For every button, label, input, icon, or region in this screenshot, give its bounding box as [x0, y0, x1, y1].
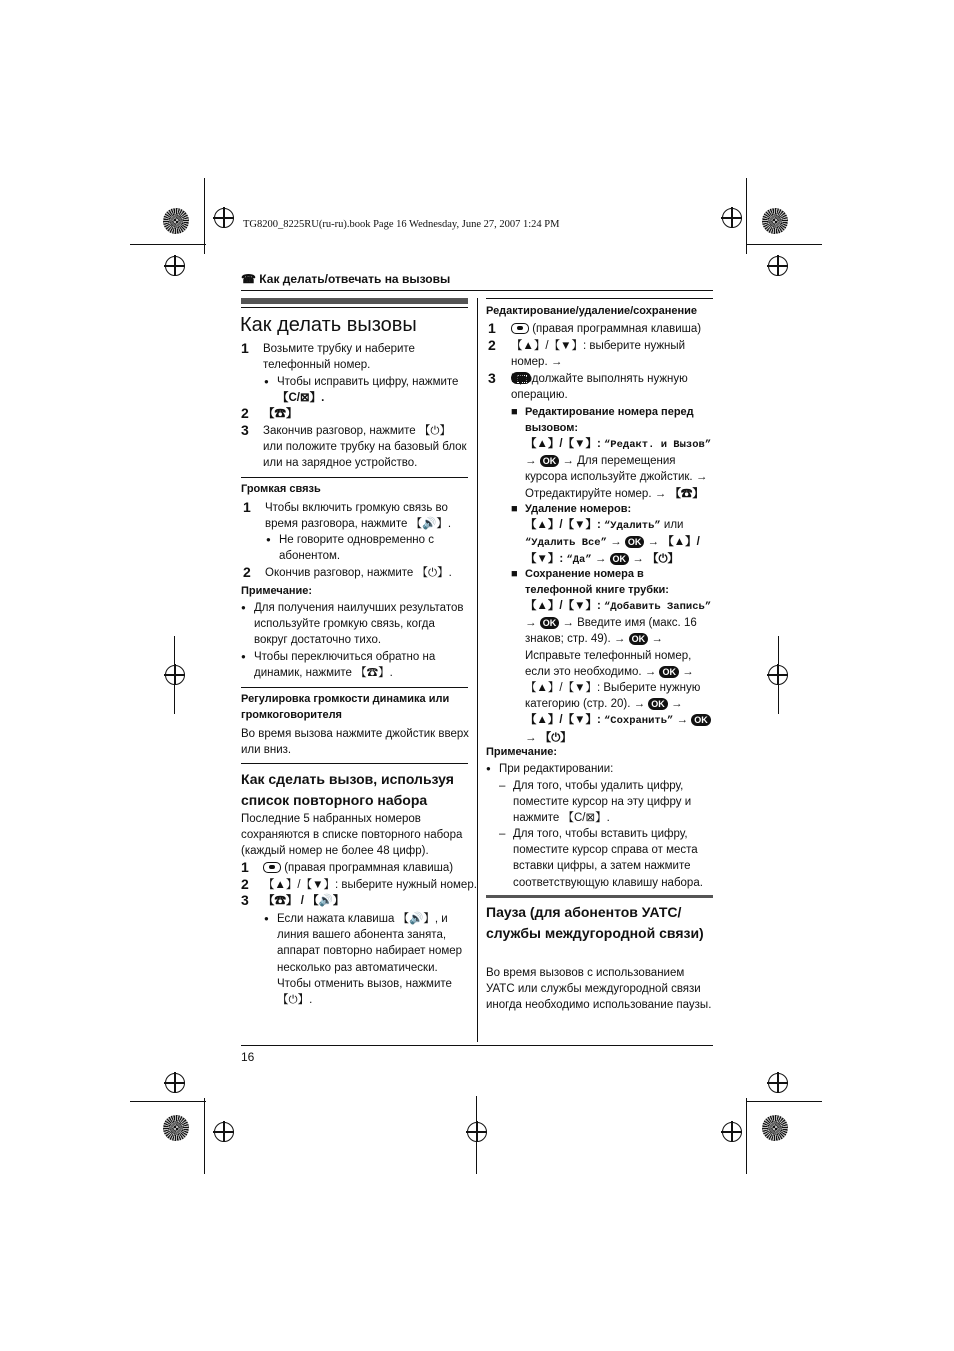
- registration-mark-icon: [165, 1073, 185, 1093]
- pause-bar: [486, 895, 713, 898]
- registration-mark-icon: [768, 665, 788, 685]
- step-1-text: Возьмите трубку и наберите телефонный номер.: [263, 343, 415, 372]
- color-rosette-icon: [762, 208, 788, 234]
- registration-mark-icon: [165, 665, 185, 685]
- color-rosette-icon: [762, 1115, 788, 1141]
- step-3-text: Закончив разговор, нажмите 【⏻】 или положите трубку на базовый блок или на зарядное устройство.: [263, 425, 467, 470]
- redial-heading: Как сделать вызов, используя список повторного набора: [241, 771, 454, 808]
- note-item: ● Для получения наилучших результатов используйте громкую связь, когда вокруг достаточно тихо.: [254, 600, 468, 649]
- step-1-bullet: ● Чтобы исправить цифру, нажмите 【C/⊠】.: [277, 374, 467, 406]
- edit-note-bullet: ● При редактировании:: [499, 761, 613, 777]
- edit-step-3: Продолжайте выполнять нужную операцию.: [511, 373, 688, 402]
- edit-step-1: (правая программная клавиша): [511, 321, 701, 337]
- volume-text: Во время вызова нажмите джойстик вверх или вниз.: [241, 728, 469, 757]
- note-item: ● Чтобы переключиться обратно на динамик, нажмите 【☎】.: [254, 649, 454, 681]
- redial-intro: Последние 5 набранных номеров сохраняются в списке повторного набора (каждый номер не более 48 цифр).: [241, 813, 463, 858]
- edit-number-steps: 【▲】/【▼】: “Редакт. и Вызов” → OK → Для перемещения курсора используйте джойстик. → Отредактируйте номер. → 【☎】: [525, 438, 712, 500]
- page-number: 16: [241, 1050, 255, 1064]
- registration-mark-icon: [722, 1122, 742, 1142]
- soft-key-icon: [263, 862, 281, 873]
- delete-title: ■ Удаление номеров:: [525, 501, 631, 517]
- registration-mark-icon: [467, 1122, 487, 1142]
- redial-bullet: ● Если нажата клавиша 【🔊】, и линия вашего абонента занята, аппарат повторно набирает номер несколько раз автоматически. Чтобы отменить вызов, нажмите 【⏻】.: [277, 911, 467, 1008]
- edit-number-title: ■ Редактирование номера перед вызовом:: [525, 404, 715, 436]
- registration-mark-icon: [214, 208, 234, 228]
- color-rosette-icon: [163, 208, 189, 234]
- edit-note-heading: Примечание:: [486, 746, 558, 758]
- speaker-step-2: Окончив разговор, нажмите 【⏻】.: [265, 567, 452, 579]
- running-head: ☎ Как делать/отвечать на вызовы: [241, 272, 451, 286]
- edit-step-2: 【▲】/【▼】: выберите нужный номер. →: [511, 338, 716, 387]
- title-bar: [241, 298, 468, 304]
- registration-mark-icon: [768, 256, 788, 276]
- delete-steps: 【▲】/【▼】: “Удалить” или “Удалить Все” → OK → 【▲】/【▼】: “Да” → OK → 【⏻】: [525, 519, 700, 567]
- registration-mark-icon: [768, 1073, 788, 1093]
- column-divider: [477, 298, 478, 1042]
- registration-mark-icon: [165, 256, 185, 276]
- note-heading: Примечание:: [241, 585, 313, 597]
- pause-heading: Пауза (для абонентов УАТС/службы междугородной связи): [486, 904, 704, 941]
- save-title: ■ Сохранение номера в телефонной книге трубки:: [525, 566, 695, 598]
- speaker-bullet: ● Не говорите одновременно с абонентом.: [279, 532, 464, 564]
- redial-step-2: 【▲】/【▼】: выберите нужный номер.: [263, 879, 477, 891]
- registration-mark-icon: [214, 1122, 234, 1142]
- header-rule: [241, 290, 713, 291]
- volume-heading: Регулировка громкости динамика или громкоговорителя: [241, 693, 450, 721]
- soft-key-icon: [511, 323, 529, 334]
- talk-key: 【☎】: [263, 408, 298, 420]
- phone-icon: ☎: [241, 272, 256, 286]
- speaker-heading: Громкая связь: [241, 483, 321, 495]
- print-header: TG8200_8225RU(ru-ru).book Page 16 Wednesday, June 27, 2007 1:24 PM: [243, 219, 560, 230]
- edit-heading: Редактирование/удаление/сохранение: [486, 305, 697, 317]
- color-rosette-icon: [163, 1115, 189, 1141]
- edit-note-dash: – Для того, чтобы вставить цифру, поместите курсор справа от места вставки цифры, а затем нажмите соответствующую клавишу набора.: [513, 826, 713, 891]
- redial-step-3: 【☎】 / 【🔊】: [263, 895, 345, 907]
- redial-step-1: (правая программная клавиша): [263, 860, 453, 876]
- footer-rule: [241, 1045, 713, 1046]
- registration-mark-icon: [722, 208, 742, 228]
- save-steps: 【▲】/【▼】: “Добавить Запись” → OK → Введите имя (макс. 16 знаков; стр. 49). → OK → Исправьте телефонный номер, если это необходимо. → OK → 【▲】/【▼】: Выберите нужную категорию (стр. 20). → OK → 【▲】/【▼】: “Сохранить” → OK → 【⏻】: [525, 600, 712, 744]
- speaker-step-1: Чтобы включить громкую связь во время разговора, нажмите 【🔊】.: [265, 502, 452, 531]
- pause-text: Во время вызовов с использованием УАТС или службы междугородной связи иногда необходимо использование паузы.: [486, 967, 712, 1012]
- edit-note-dash: – Для того, чтобы удалить цифру, поместите курсор на эту цифру и нажмите 【C/⊠】.: [513, 778, 703, 827]
- page-title: Как делать вызовы: [240, 314, 417, 336]
